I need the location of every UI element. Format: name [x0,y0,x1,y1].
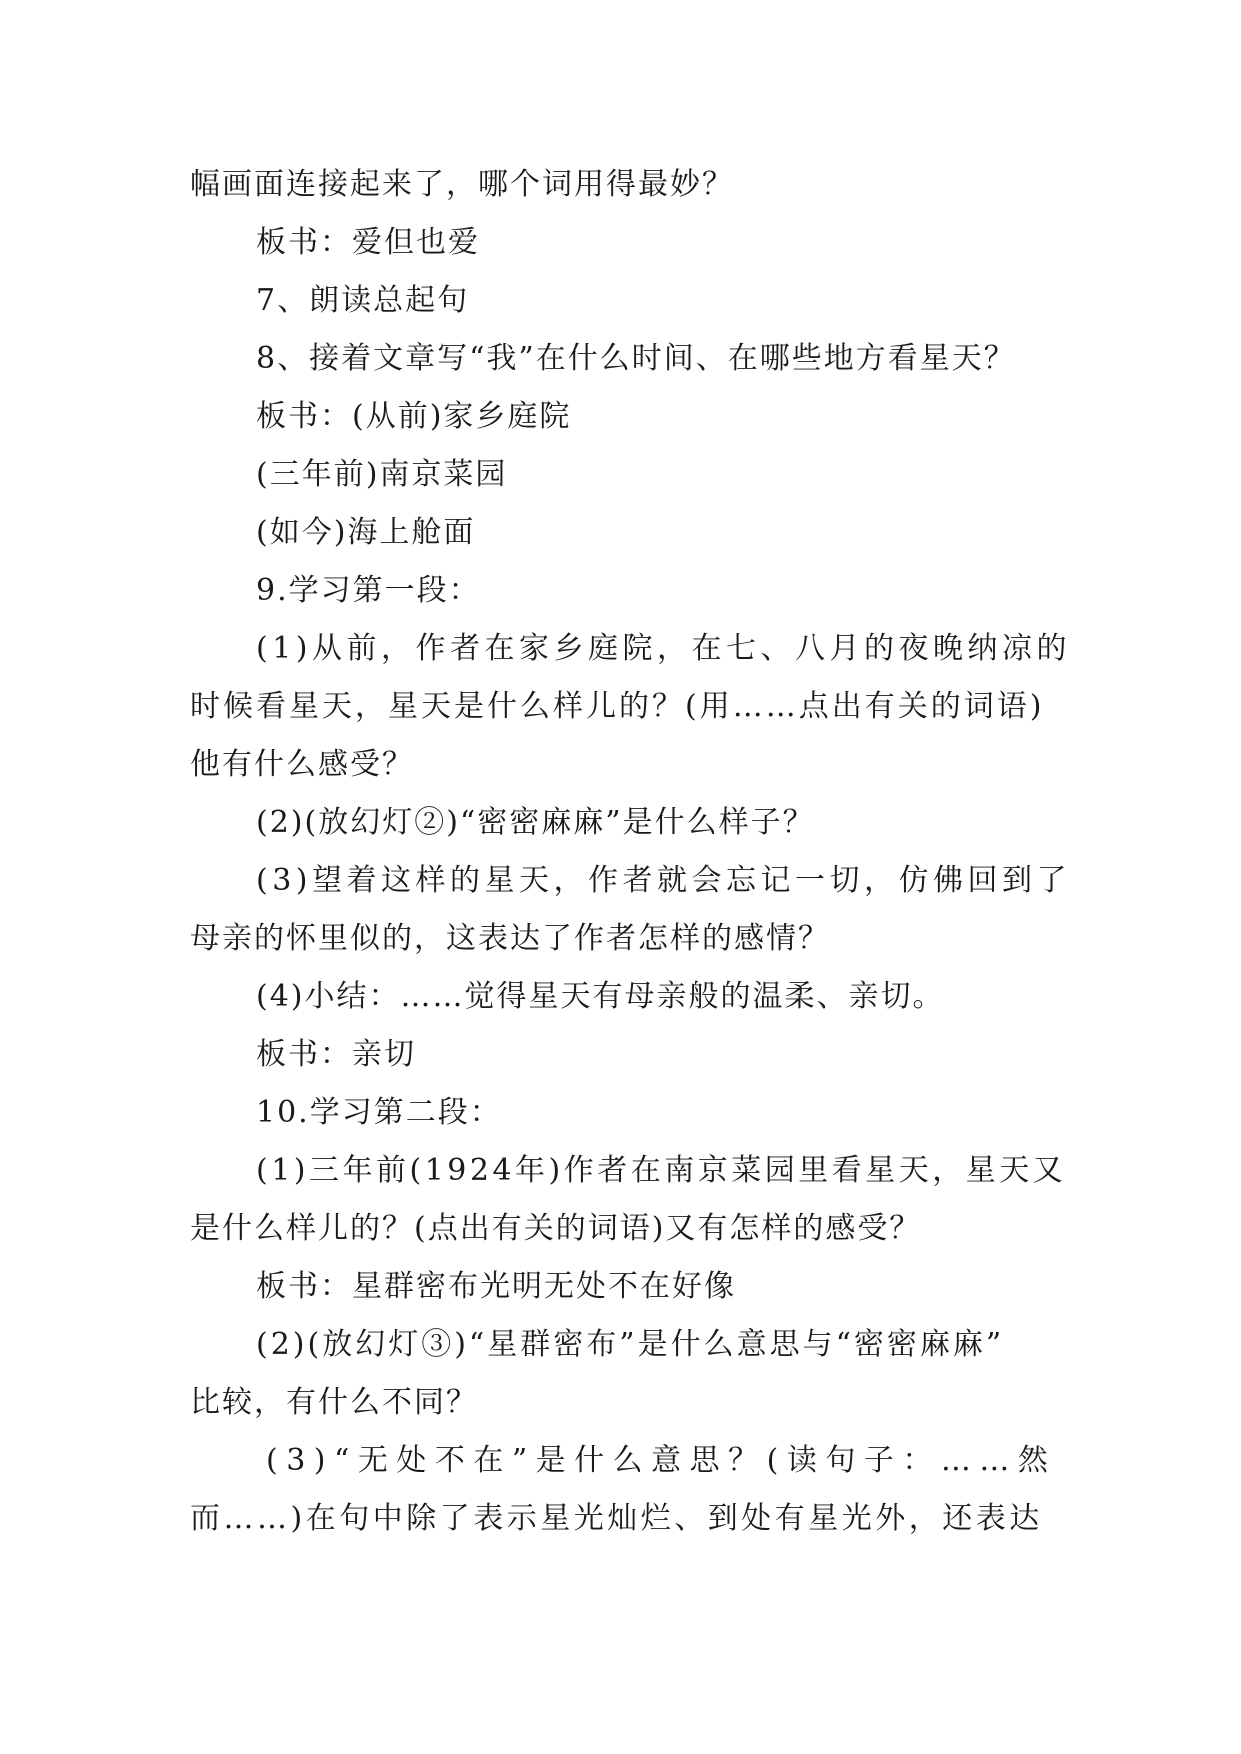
text-line: 板书：爱但也爱 [256,225,480,260]
text-line: 幅画面连接起来了，哪个词用得最妙？ [190,167,734,202]
text-line: (2)(放幻灯②)“密密麻麻”是什么样子？ [256,805,815,840]
text-line: 比较，有什么不同？ [190,1385,478,1420]
text-line: 而……)在句中除了表示星光灿烂、到处有星光外，还表达 [190,1501,1043,1536]
text-line: 板书：(从前)家乡庭院 [256,399,572,434]
text-line: (4)小结：……觉得星天有母亲般的温柔、亲切。 [256,979,945,1014]
text-line: 8、接着文章写“我”在什么时间、在哪些地方看星天？ [256,341,1016,376]
text-line: (2)(放幻灯③)“星群密布”是什么意思与“密密麻麻” [256,1327,1005,1362]
text-line: 是什么样儿的？(点出有关的词语)又有怎样的感受？ [190,1211,922,1246]
section-heading: 10.学习第二段： [256,1095,502,1130]
text-line: 时候看星天，星天是什么样儿的？(用……点出有关的词语) [190,689,1045,724]
text-line: (三年前)南京菜园 [256,457,508,492]
text-line: 板书：星群密布光明无处不在好像 [256,1269,736,1304]
text-line: (1)从前，作者在家乡庭院，在七、八月的夜晚纳凉的 [256,631,1071,666]
text-line: (1)三年前(1924年)作者在南京菜园里看星天，星天又 [256,1153,1067,1188]
text-line: 母亲的怀里似的，这表达了作者怎样的感情？ [190,921,830,956]
text-line: (3)“无处不在”是什么意思？(读句子：……然 [266,1443,1057,1478]
text-line: (3)望着这样的星天，作者就会忘记一切，仿佛回到了 [256,863,1071,898]
text-line: 7、朗读总起句 [256,283,470,318]
text-line: 板书：亲切 [256,1037,416,1072]
text-line: 他有什么感受？ [190,747,414,782]
section-heading: 9.学习第一段： [256,573,481,608]
text-line: (如今)海上舱面 [256,515,476,550]
